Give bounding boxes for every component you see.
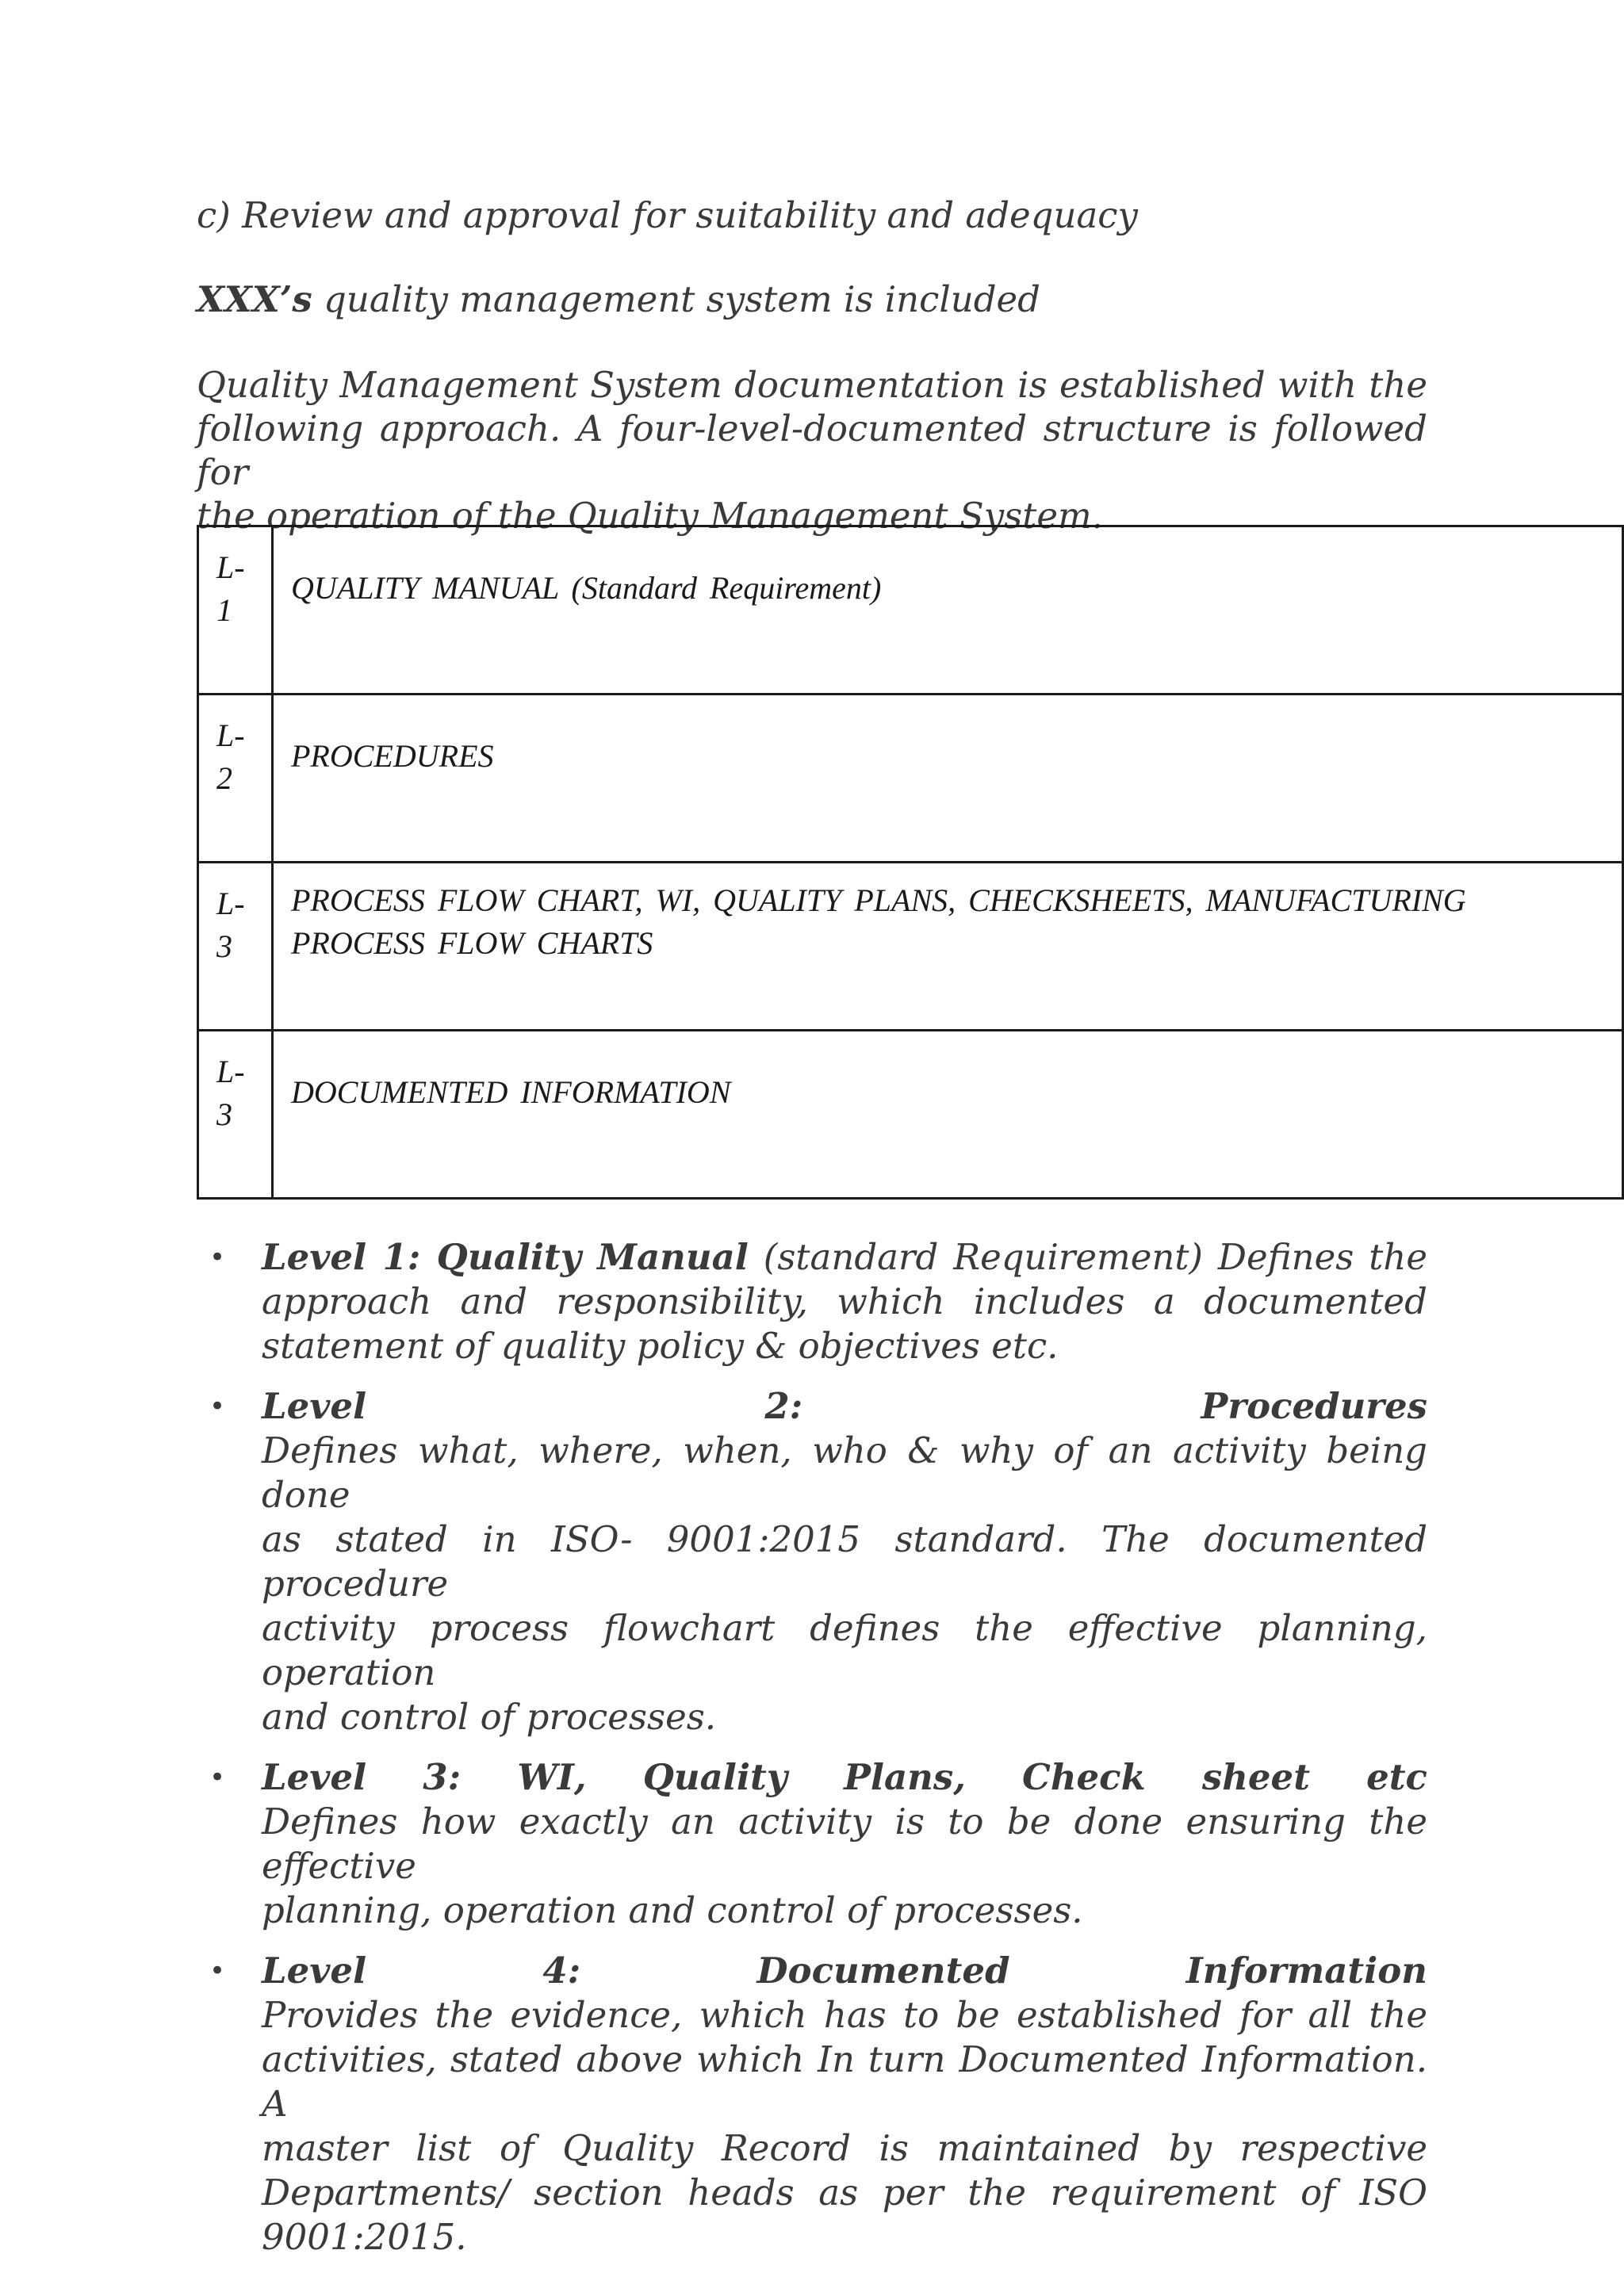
table-row bbox=[198, 526, 1623, 695]
heading-word: 4: bbox=[542, 1950, 581, 1992]
approach-line: the operation of the Quality Management System. bbox=[197, 495, 1103, 537]
qms-included-line bbox=[197, 277, 1427, 321]
level-1-first-line bbox=[262, 1235, 1427, 1280]
level-2-line: Defines what, where, when, who & why of an activity being done bbox=[262, 1429, 1427, 1516]
level-code-prefix: L- bbox=[216, 886, 245, 921]
level-code-cell bbox=[198, 863, 273, 1031]
bullet-marker: • bbox=[209, 1762, 226, 1793]
table-row bbox=[198, 1031, 1623, 1199]
table-row bbox=[198, 695, 1623, 863]
heading-word: Level bbox=[262, 1950, 367, 1992]
level-3-heading bbox=[262, 1755, 1427, 1800]
list-item-level-2 bbox=[197, 1384, 1427, 1739]
list-item-level-1 bbox=[197, 1235, 1427, 1368]
level-code-number: 1 bbox=[216, 592, 232, 628]
level-description-cell bbox=[273, 695, 1623, 863]
level-2-line: and control of processes. bbox=[262, 1696, 717, 1738]
level-code-cell bbox=[198, 695, 273, 863]
level-4-line: activities, stated above which In turn Documented Information. A bbox=[262, 2038, 1427, 2125]
heading-word: Level bbox=[262, 1756, 367, 1798]
level-1-line: statement of quality policy & objectives etc. bbox=[262, 1325, 1059, 1367]
heading-word: Check bbox=[1022, 1756, 1146, 1798]
bullet-marker: • bbox=[209, 1391, 226, 1422]
heading-word: Documented bbox=[756, 1950, 1010, 1992]
level-1-first-text: (standard Requirement) Defines the bbox=[748, 1236, 1427, 1278]
bullet-marker: • bbox=[209, 1955, 226, 1987]
level-4-line: master list of Quality Record is maintained by respective bbox=[262, 2127, 1427, 2169]
level-description-cell bbox=[273, 526, 1623, 695]
level-description-cell bbox=[273, 1031, 1623, 1199]
document-levels-table bbox=[197, 525, 1624, 1200]
level-code-prefix: L- bbox=[216, 549, 245, 585]
company-name: XXX’s bbox=[197, 278, 312, 320]
level-4-heading bbox=[262, 1949, 1427, 1993]
qms-included-text: quality management system is included bbox=[312, 278, 1040, 320]
approach-line: following approach. A four-level-documented structure is followed for bbox=[197, 408, 1427, 493]
level-code-cell bbox=[198, 526, 273, 695]
level-code-cell bbox=[198, 1031, 273, 1199]
level-1-line: approach and responsibility, which includes a documented bbox=[262, 1280, 1427, 1322]
level-4-line: 9001:2015. bbox=[262, 2216, 467, 2258]
level-description: PROCEDURES bbox=[291, 738, 494, 774]
heading-word: Plans, bbox=[844, 1756, 966, 1798]
heading-word: Information bbox=[1185, 1950, 1427, 1992]
heading-word: sheet bbox=[1201, 1756, 1310, 1798]
heading-word: 2: bbox=[764, 1385, 803, 1427]
level-1-heading: Level 1: Quality Manual bbox=[262, 1236, 749, 1278]
level-code-number: 3 bbox=[216, 1096, 232, 1132]
list-item-level-3 bbox=[197, 1755, 1427, 1933]
heading-word: WI, bbox=[517, 1756, 587, 1798]
level-description: DOCUMENTED INFORMATION bbox=[291, 1074, 731, 1110]
level-2-line: activity process flowchart defines the effective planning, operation bbox=[262, 1607, 1427, 1693]
heading-word: etc bbox=[1366, 1756, 1427, 1798]
level-description: PROCESS FLOW CHART, WI, QUALITY PLANS, CHECKSHEETS, MANUFACTURING bbox=[291, 882, 1466, 918]
level-description: QUALITY MANUAL (Standard Requirement) bbox=[291, 570, 882, 606]
level-descriptions-list bbox=[197, 1235, 1427, 2275]
level-code-prefix: L- bbox=[216, 1054, 245, 1089]
level-code-prefix: L- bbox=[216, 718, 245, 753]
heading-word: Procedures bbox=[1201, 1385, 1427, 1427]
level-3-line: Defines how exactly an activity is to be done ensuring the effective bbox=[262, 1800, 1427, 1887]
review-approval-line: c) Review and approval for suitability and adequacy bbox=[197, 194, 1138, 236]
bullet-marker: • bbox=[209, 1242, 226, 1273]
level-2-heading bbox=[262, 1384, 1427, 1429]
level-code-number: 2 bbox=[216, 760, 232, 796]
level-4-line: Departments/ section heads as per the requirement of ISO bbox=[262, 2172, 1427, 2214]
level-3-line: planning, operation and control of processes. bbox=[262, 1889, 1083, 1931]
table-row bbox=[198, 863, 1623, 1031]
level-4-line: Provides the evidence, which has to be established for all the bbox=[262, 1994, 1427, 2036]
approach-paragraph bbox=[197, 363, 1427, 538]
level-code-number: 3 bbox=[216, 928, 232, 964]
heading-word: 3: bbox=[423, 1756, 462, 1798]
level-description-cell bbox=[273, 863, 1623, 1031]
level-description: PROCESS FLOW CHARTS bbox=[291, 925, 653, 961]
level-2-line: as stated in ISO- 9001:2015 standard. The documented procedure bbox=[262, 1518, 1427, 1605]
list-item-level-4 bbox=[197, 1949, 1427, 2260]
approach-line: Quality Management System documentation is established with the bbox=[197, 364, 1427, 406]
heading-word: Level bbox=[262, 1385, 367, 1427]
heading-word: Quality bbox=[642, 1756, 787, 1798]
